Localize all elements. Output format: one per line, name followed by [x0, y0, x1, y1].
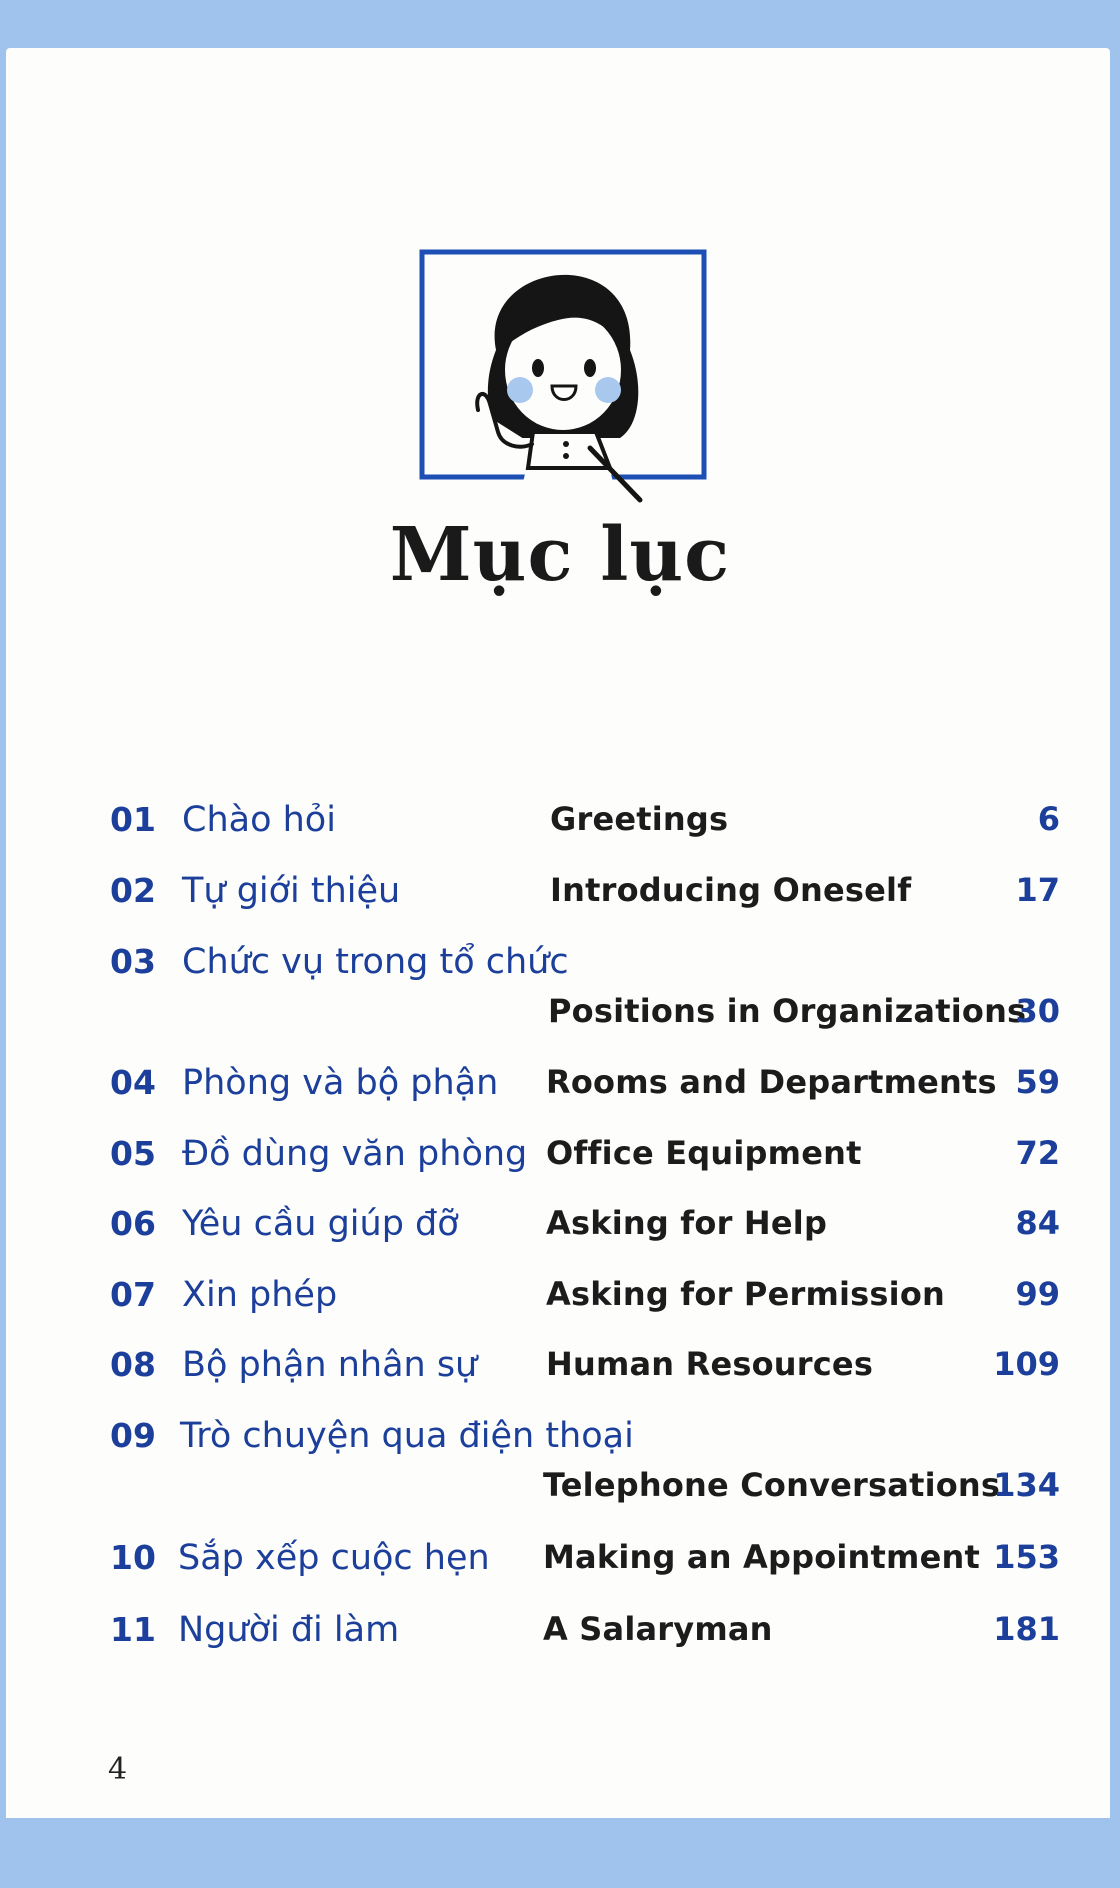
toc-page-number: 134 [993, 1466, 1060, 1504]
toc-vietnamese-title: Sắp xếp cuộc hẹn [178, 1538, 490, 1578]
toc-vietnamese-title: Chào hỏi [182, 800, 336, 840]
toc-row[interactable] [0, 1345, 1120, 1405]
page-title: Mục lục [389, 512, 731, 598]
toc-page-number: 181 [993, 1610, 1060, 1648]
toc-row[interactable] [0, 1275, 1120, 1335]
toc-english-title: A Salaryman [543, 1610, 773, 1648]
toc-page-number: 6 [1037, 800, 1060, 838]
toc-chapter-number: 05 [110, 1134, 156, 1173]
toc-page-number: 17 [1015, 871, 1060, 909]
toc-row[interactable] [0, 800, 1120, 860]
toc-english-title: Positions in Organizations [548, 992, 1027, 1030]
toc-english-title: Introducing Oneself [550, 871, 912, 909]
toc-vietnamese-title: Bộ phận nhân sự [182, 1345, 478, 1385]
toc-row[interactable] [0, 1204, 1120, 1264]
toc-chapter-number: 10 [110, 1538, 156, 1577]
toc-english-title: Asking for Permission [546, 1275, 945, 1313]
toc-chapter-number: 02 [110, 871, 156, 910]
toc-chapter-number: 04 [110, 1063, 156, 1102]
toc-row[interactable] [0, 1416, 1120, 1536]
toc-english-title: Asking for Help [546, 1204, 828, 1242]
toc-vietnamese-title: Trò chuyện qua điện thoại [180, 1416, 634, 1456]
toc-vietnamese-title: Người đi làm [178, 1610, 400, 1650]
toc-page-number: 84 [1015, 1204, 1060, 1242]
toc-english-title: Telephone Conversations [543, 1466, 1001, 1504]
toc-row[interactable] [0, 1538, 1120, 1598]
page-folio-number: 4 [108, 1752, 128, 1787]
toc-chapter-number: 07 [110, 1275, 156, 1314]
toc-chapter-number: 08 [110, 1345, 156, 1384]
toc-row[interactable] [0, 1063, 1120, 1123]
toc-page-number: 30 [1015, 992, 1060, 1030]
toc-english-title: Office Equipment [546, 1134, 862, 1172]
toc-row[interactable] [0, 942, 1120, 1062]
toc-page-number: 109 [993, 1345, 1060, 1383]
toc-english-title: Human Resources [546, 1345, 874, 1383]
toc-chapter-number: 03 [110, 942, 156, 981]
toc-english-title: Rooms and Departments [546, 1063, 997, 1101]
toc-vietnamese-title: Đồ dùng văn phòng [182, 1134, 528, 1174]
toc-chapter-number: 01 [110, 800, 156, 839]
toc-english-title: Making an Appointment [543, 1538, 980, 1576]
toc-page-number: 99 [1015, 1275, 1060, 1313]
toc-chapter-number: 06 [110, 1204, 156, 1243]
toc-row[interactable] [0, 1134, 1120, 1194]
toc-page-number: 72 [1015, 1134, 1060, 1172]
toc-vietnamese-title: Chức vụ trong tổ chức [182, 942, 569, 982]
toc-vietnamese-title: Phòng và bộ phận [182, 1063, 499, 1103]
toc-vietnamese-title: Xin phép [182, 1275, 338, 1315]
toc-vietnamese-title: Tự giới thiệu [182, 871, 401, 911]
toc-chapter-number: 09 [110, 1416, 156, 1455]
toc-vietnamese-title: Yêu cầu giúp đỡ [182, 1204, 459, 1244]
toc-page-number: 153 [993, 1538, 1060, 1576]
toc-english-title: Greetings [550, 800, 729, 838]
girl-illustration-icon [408, 200, 718, 510]
toc-row[interactable] [0, 871, 1120, 931]
toc-row[interactable] [0, 1610, 1120, 1670]
toc-chapter-number: 11 [110, 1610, 156, 1649]
toc-page-number: 59 [1015, 1063, 1060, 1101]
